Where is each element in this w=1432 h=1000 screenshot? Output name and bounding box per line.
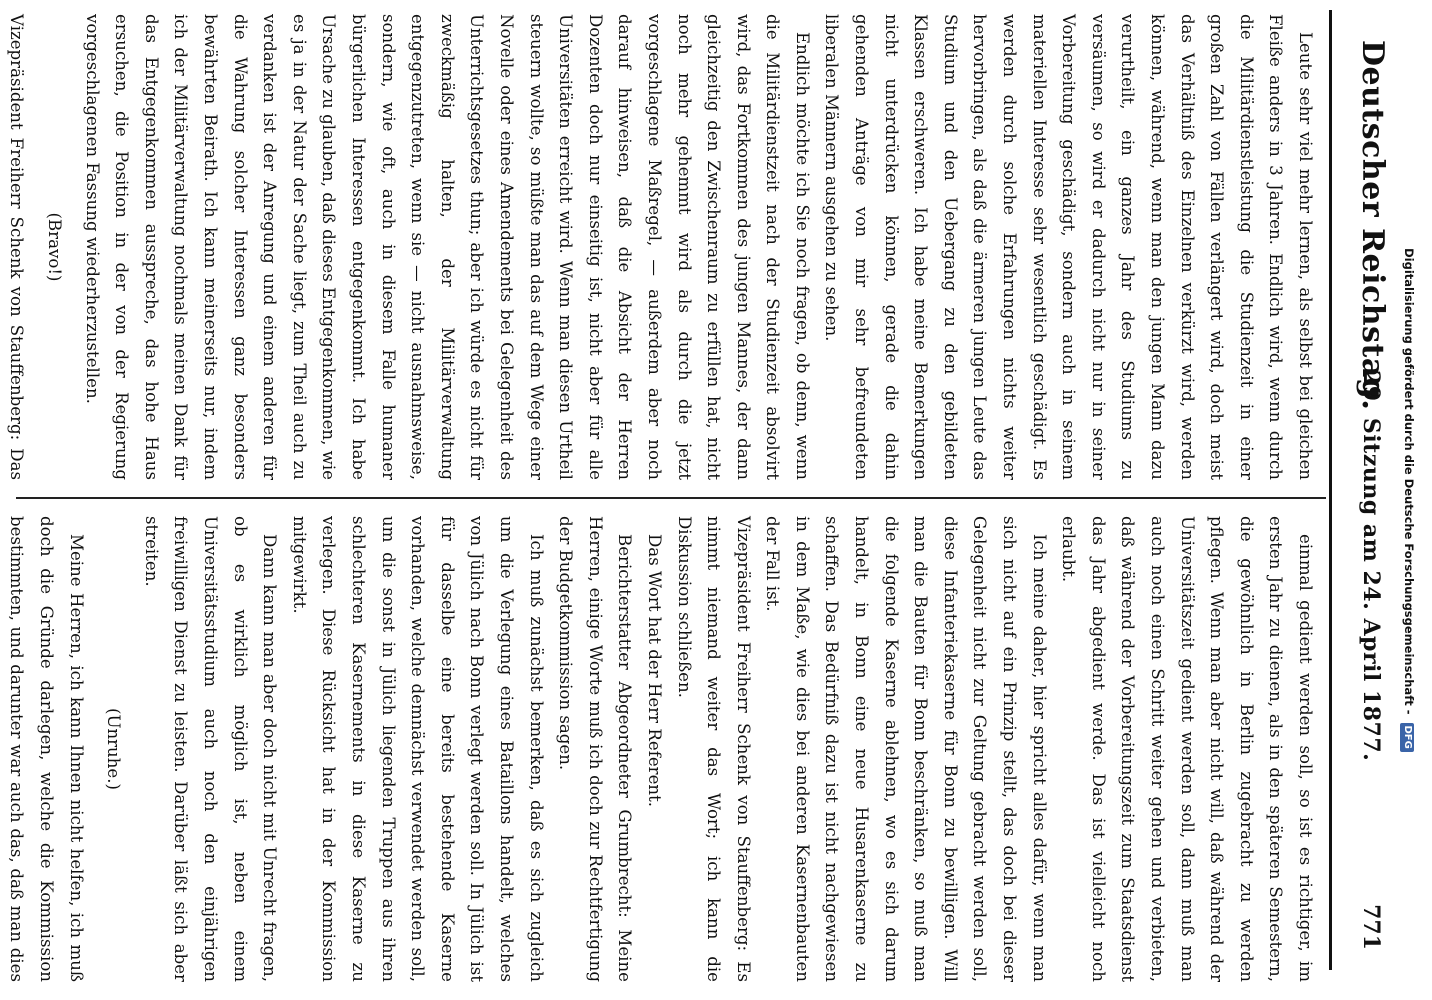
paragraph: Dann kann man aber doch nicht mit Unrecht fragen, ob es wirklich möglich ist, neben einem Universitätsstudium auch noch den einjährigen freiwilligen Dienst zu leisten. Darüber läßt sich aber streiten.: [141, 516, 280, 982]
right-text-column: [7, 516, 1320, 982]
paragraph: Das Wort hat der Herr Referent.: [644, 534, 664, 808]
publication-title: Deutscher Reichstag.: [1355, 40, 1390, 411]
paragraph: Meine Herren, ich kann Ihnen nicht helfen, ich muß doch die Gründe darlegen, welche die Kommission bestimmten, und darunter war auch das, daß man dies: [7, 516, 86, 982]
speaker-paragraph: Vizepräsident Freiherr Schenk von Stauffenberg: Es nimmt niemand weiter das Wort; ich kann die Diskussion schließen.: [674, 516, 753, 982]
paragraph: Endlich möchte ich Sie noch fragen, ob denn, wenn die Militärdienstzeit nach der Studienzeit absolvirt wird, das Fortkommen des jungen Mannes, der dann gleichzeitig den Zwischenraum zu erfüllen hat, nicht noch mehr gehemmt wird als durch die jetzt vorgeschlagene Maßregel, — außerdem aber noch darauf hinweisen, daß die Absicht der Herren Dozenten doch nur einseitig ist, nicht aber für alle Universitäten erreicht wird. Wenn man diesen Urtheil steuern wollte, so müßte man das auf dem Wege einer Novelle oder eines Amendements bei Gelegenheit des Unterrichtsgesetzes thun; aber ich würde es nicht für zweckmäßig halten, der Militärverwaltung entgegenzutreten, wenn sie — nicht ausnahmsweise, sondern, wie oft, auch in diesem Falle humaner bürgerlichen Interessen entgegenkommt. Ich habe Ursache zu glauben, daß dieses Entgegenkommen, wie es ja in der Natur der Sache liegt, zum Theil auch zu verdanken ist der Anregung und einem anderen für die Wahrung solcher Interessen ganz besonders bewährten Beirath. Ich kann meinerseits nur, indem ich der Militärverwaltung nochmals meinen Dank für das Entgegenkommen ausspreche, das hohe Haus ersuchen, die Position in der von der Regierung vorgeschlagenen Fassung wiederherzustellen.: [82, 14, 812, 480]
interjection: (Unruhe.): [104, 707, 124, 791]
column-divider: [16, 497, 1326, 499]
page-header: [1329, 10, 1398, 970]
speaker-paragraph: Vizepräsident Freiherr Schenk von Stauffenberg: Das: [7, 14, 27, 480]
paragraph: Leute sehr viel mehr lernen, als selbst bei gleichen Fleiße anders in 3 Jahren. Endlich wird, wenn durch die Militärdienstleistung die Studienzeit in einer großen Zahl von Fällen verlängert wird, doch meist das Verhältniß des Einzelnen verkürzt wird, werden können, während, wenn man den jungen Mann dazu verurtheilt, ein ganzes Jahr des Studiums zu versäumen, so wird er dadurch nicht nur in seiner Vorbereitung geschädigt, sondern auch in seinem materiellen Interesse sehr wesentlich geschädigt. Es werden durch solche Erfahrungen nichts weiter hervorbringen, als daß die ärmeren jungen Leute das Studium und den Uebergang zu den gebildeten Klassen erschweren. Ich habe meine Bemerkungen nicht unterdrücken können, gerade die dahin gehenden Anträge von mir sehr befreundeten liberalen Männern ausgehen zu sehen.: [822, 14, 1315, 480]
interjection: (Bravo!): [45, 212, 65, 282]
footer-text: Digitalisierung gefördert durch die Deutsche Forschungsgemeinschaft -: [1402, 248, 1416, 715]
dfg-logo: DFG: [1400, 723, 1414, 752]
paragraph: Ich muß zunächst bemerken, daß es sich zugleich um die Verlegung eines Bataillons handelt, welches von Jülich nach Bonn verlegt werden soll. In Jülich ist für dasselbe eine bereits bestehende Kaserne vorhanden, welche demnächst verwendet werden soll, um die sonst in Jülich liegenden Truppen aus ihren schlechteren Kasernements in diese Kaserne zu verlegen. Diese Rücksicht hat in der Kommission mitgewirkt.: [289, 516, 546, 982]
paragraph: Berichterstatter Abgeordneter Grumbrecht: Meine Herren, einige Worte muß ich doch zur Rechtfertigung der Budgetkommission sagen.: [556, 516, 635, 982]
digitization-footer: [1400, 0, 1418, 1000]
page-number: 771: [1358, 904, 1384, 950]
paragraph: einmal gedient werden soll, so ist es richtiger, im ersten Jahr zu dienen, als in den späteren Semestern, die gewöhnlich in Berlin zugebracht zu werden pflegen. Wenn man aber nicht will, daß während der Universitätszeit gedient werden soll, dann muß man auch noch einen Schritt weiter gehen und verbieten, daß während der Vorbereitungszeit zum Staatsdienst das Jahr abgedient werde. Das ist vielleicht noch erlaubt.: [1059, 516, 1315, 982]
session-date: 29. Sitzung am 24. April 1877.: [1358, 370, 1384, 762]
left-text-column: [7, 14, 1320, 480]
paragraph: Ich meine daher, hier spricht alles dafür, wenn man sich nicht auf ein Prinzip stellt, das doch bei dieser Gelegenheit nicht zur Geltung gebracht werden soll, diese Infanteriekaserne für Bonn zu bewilligen. Will man die Bauten für Bonn beschränken, so muß man die folgende Kaserne ablehnen, wo es sich darum handelt, in Bonn eine neue Husarenkaserne zu schaffen. Das Bedürfniß dazu ist nicht nachgewiesen in dem Maße, wie dies bei anderen Kasernenbauten der Fall ist.: [763, 516, 1049, 982]
